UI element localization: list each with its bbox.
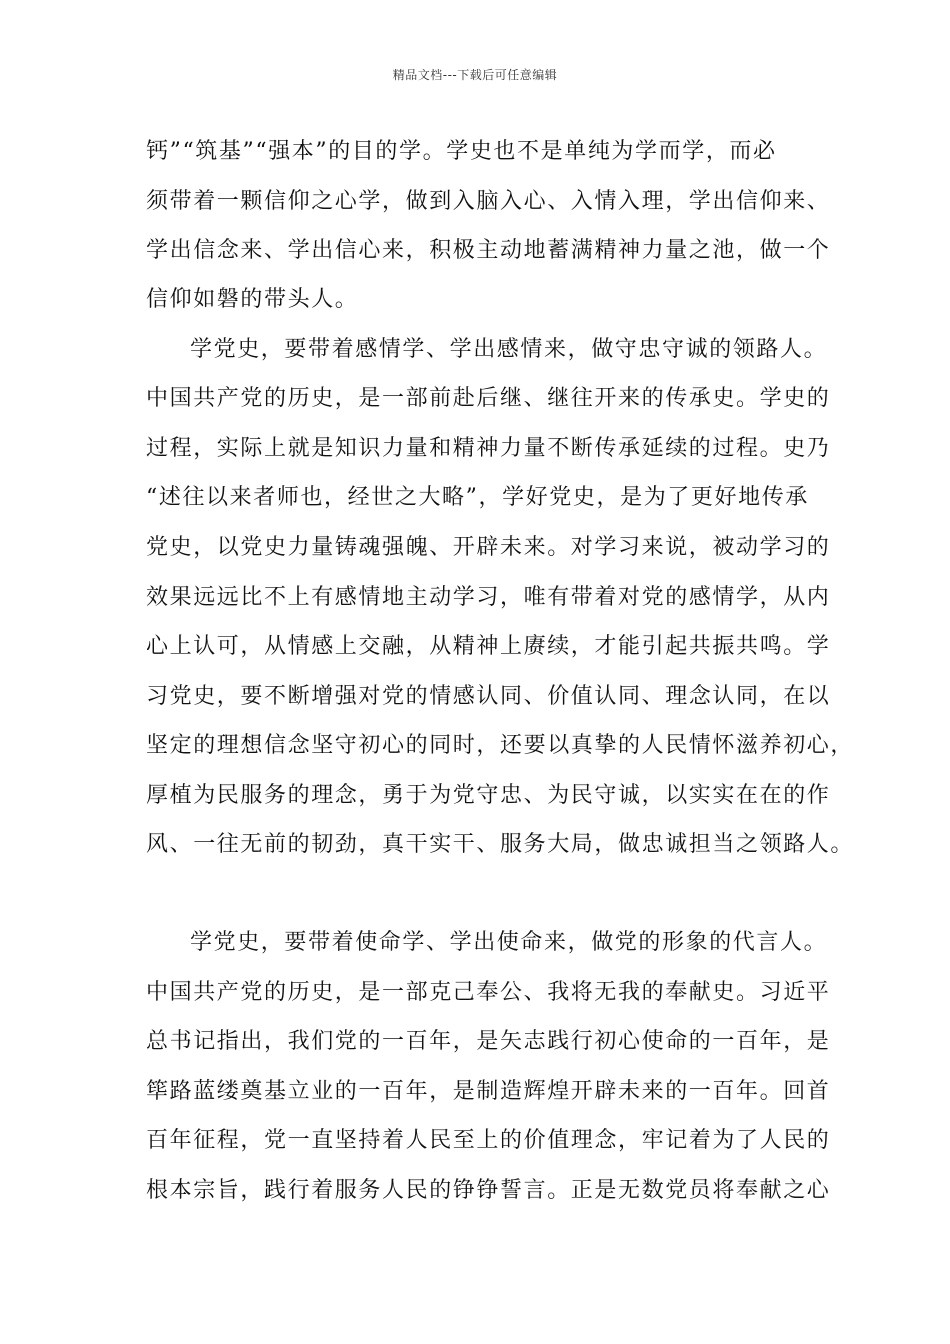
text-line: 百年征程，党一直坚持着人民至上的价值理念，牢记着为了人民的 (146, 1128, 831, 1153)
paragraph-first-line: 学党史，要带着感情学、学出感情来，做守忠守诚的领路人。 (190, 337, 828, 362)
text-line: 根本宗旨，践行着服务人民的铮铮誓言。正是无数党员将奉献之心 (146, 1178, 831, 1203)
text-line: 心上认可，从情感上交融，从精神上赓续，才能引起共振共鸣。学 (146, 634, 831, 659)
paragraph-first-line: 学党史，要带着使命学、学出使命来，做党的形象的代言人。 (190, 930, 828, 955)
text-line: 习党史，要不断增强对党的情感认同、价值认同、理念认同，在以 (146, 684, 831, 709)
text-line: “述往以来者师也，经世之大略”，学好党史，是为了更好地传承 (146, 485, 809, 510)
text-line: 须带着一颗信仰之心学，做到入脑入心、入情入理，学出信仰来、 (146, 189, 831, 214)
text-line: 中国共产党的历史，是一部前赴后继、继往开来的传承史。学史的 (146, 386, 831, 411)
text-line: 厚植为民服务的理念，勇于为党守忠、为民守诚，以实实在在的作 (146, 783, 831, 808)
text-line: 坚定的理想信念坚守初心的同时，还要以真挚的人民情怀滋养初心， (146, 733, 855, 758)
text-line: 总书记指出，我们党的一百年，是矢志践行初心使命的一百年，是 (146, 1029, 831, 1054)
text-line: 钙”“筑基”“强本”的目的学。学史也不是单纯为学而学，而必 (146, 139, 777, 164)
page-header: 精品文档---下载后可任意编辑 (392, 68, 558, 82)
text-line: 党史，以党史力量铸魂强魄、开辟未来。对学习来说，被动学习的 (146, 535, 831, 560)
text-line: 信仰如磐的带头人。 (146, 287, 359, 312)
text-line: 效果远远比不上有感情地主动学习，唯有带着对党的感情学，从内 (146, 585, 831, 610)
text-line: 过程，实际上就是知识力量和精神力量不断传承延续的过程。史乃 (146, 436, 831, 461)
text-line: 筚路蓝缕奠基立业的一百年，是制造辉煌开辟未来的一百年。回首 (146, 1079, 831, 1104)
text-line: 中国共产党的历史，是一部克己奉公、我将无我的奉献史。习近平 (146, 980, 831, 1005)
text-line: 风、一往无前的韧劲，真干实干、服务大局，做忠诚担当之领路人。 (146, 832, 855, 857)
text-line: 学出信念来、学出信心来，积极主动地蓄满精神力量之池，做一个 (146, 238, 831, 263)
